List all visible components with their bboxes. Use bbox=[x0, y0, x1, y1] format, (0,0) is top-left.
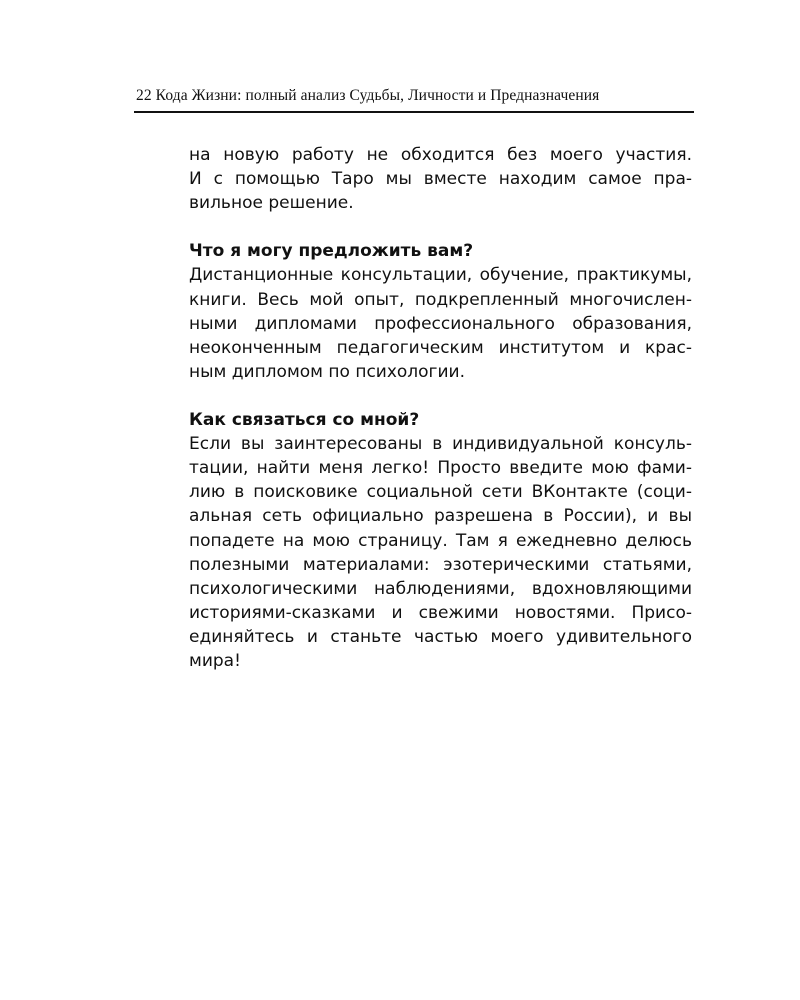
body-line: Если вы заинтересованы в индивидуальной консуль- bbox=[189, 434, 692, 455]
body-line: единяйтесь и станьте частью моего удивительного bbox=[189, 626, 692, 647]
body-line: лию в поисковике социальной сети ВКонтакте (соци- bbox=[189, 482, 692, 503]
body-line: И с помощью Таро мы вместе находим самое пра- bbox=[189, 169, 692, 190]
contact-section bbox=[189, 408, 692, 673]
body-line: полезными материалами: эзотерическими статьями, bbox=[189, 554, 692, 575]
body-line: Дистанционные консультации, обучение, практикумы, bbox=[189, 265, 692, 286]
body-line: неоконченным педагогическим институтом и крас- bbox=[189, 337, 692, 358]
section-heading-contact: Как связаться со мной? bbox=[189, 410, 420, 431]
running-header: 22 Кода Жизни: полный анализ Судьбы, Личности и Предназначения bbox=[136, 87, 600, 104]
body-line: книги. Весь мой опыт, подкрепленный многочислен- bbox=[189, 289, 692, 310]
paragraph-gap bbox=[189, 215, 692, 239]
offer-section bbox=[189, 239, 692, 384]
paragraph-gap bbox=[189, 384, 692, 408]
body-line: вильное решение. bbox=[189, 193, 354, 214]
body-line: альная сеть официально разрешена в России), и вы bbox=[189, 506, 692, 527]
body-line: тации, найти меня легко! Просто введите мою фами- bbox=[189, 458, 692, 479]
body-line: ными дипломами профессионального образования, bbox=[189, 313, 692, 334]
section-heading-offer: Что я могу предложить вам? bbox=[189, 241, 474, 262]
body-line: ным дипломом по психологии. bbox=[189, 361, 465, 382]
body-line: попадете на мою страницу. Там я ежедневно делюсь bbox=[189, 530, 692, 551]
body-line: мира! bbox=[189, 650, 241, 671]
header-rule bbox=[134, 111, 694, 113]
page-body bbox=[189, 143, 692, 673]
body-line: историями-сказками и свежими новостями. Присо- bbox=[189, 602, 692, 623]
body-line: на новую работу не обходится без моего участия. bbox=[189, 145, 692, 165]
body-line: психологическими наблюдениями, вдохновляющими bbox=[189, 578, 692, 599]
intro-paragraph bbox=[189, 143, 692, 215]
